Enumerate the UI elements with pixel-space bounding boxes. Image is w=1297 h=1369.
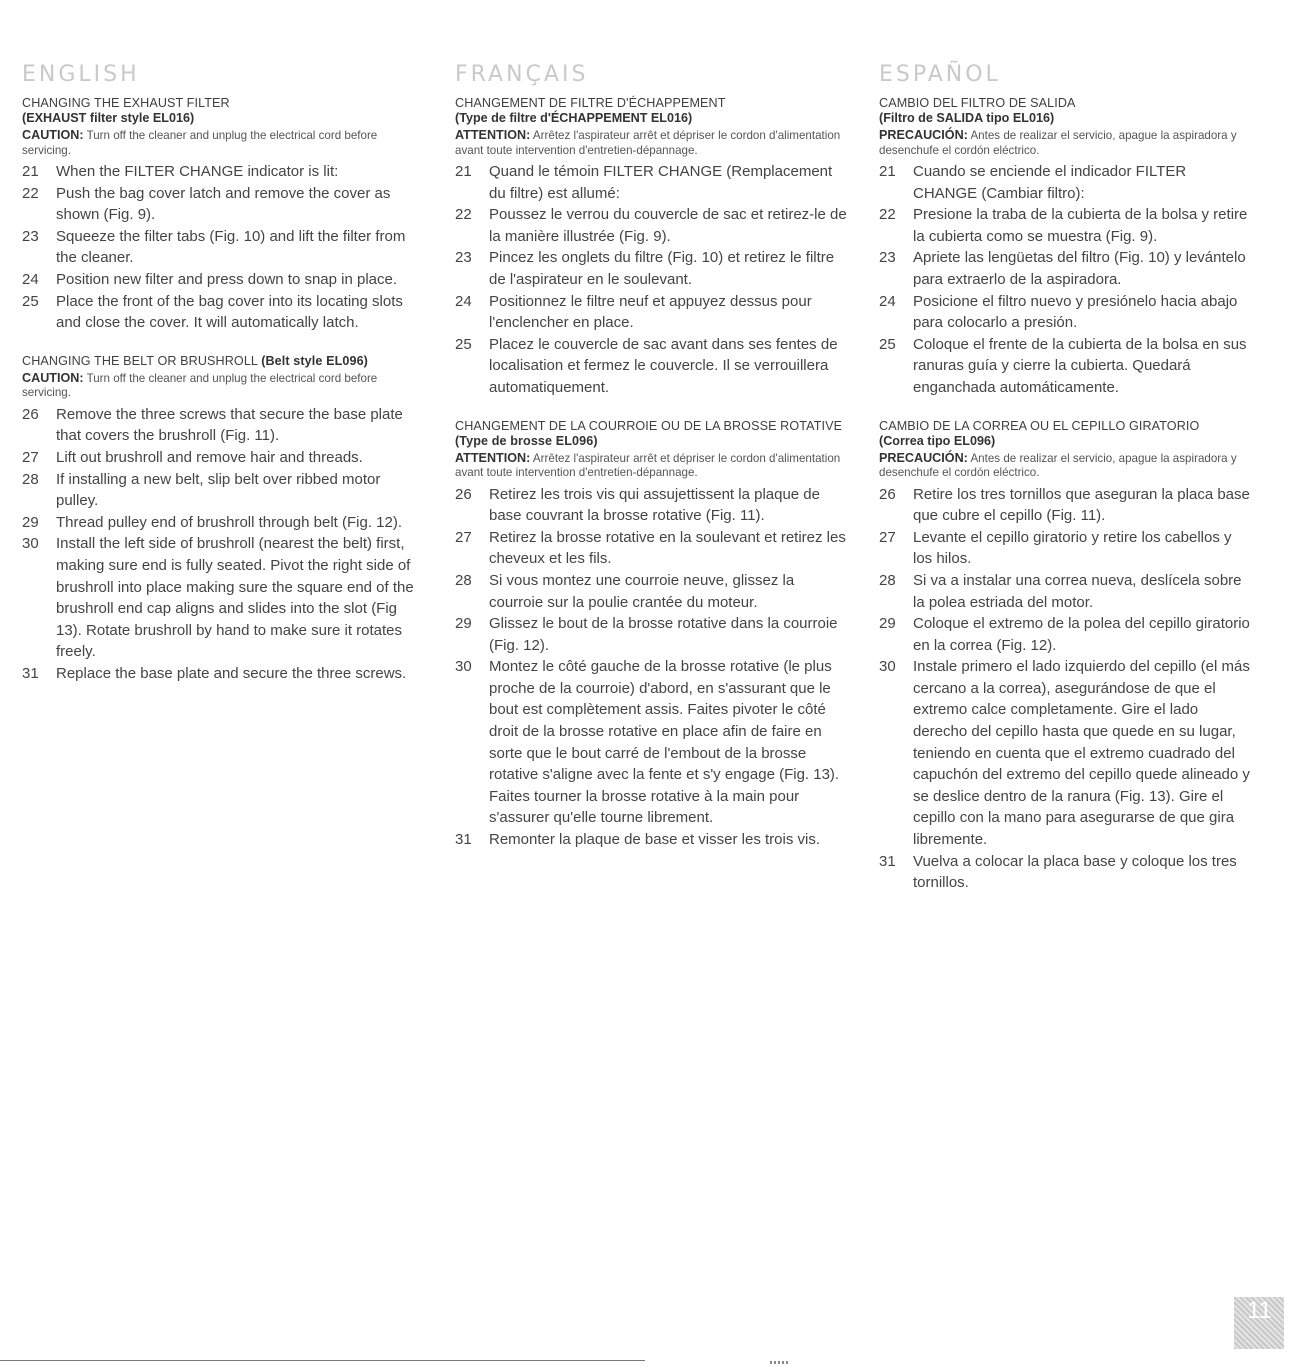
exhaust-filter-section <box>879 96 1254 399</box>
step-item <box>22 447 422 469</box>
step-item <box>22 183 422 226</box>
step-number: 22 <box>879 206 896 224</box>
step-text: Pincez les onglets du filtre (Fig. 10) et retirez le filtre de l'aspirateur en le soulevant. <box>489 249 835 288</box>
step-item <box>879 656 1254 850</box>
step-number: 27 <box>455 528 472 546</box>
step-item <box>455 484 850 527</box>
step-item <box>455 334 850 399</box>
step-number: 29 <box>879 615 896 633</box>
step-text: Retirez la brosse rotative en la soulevant et retirez les cheveux et les fils. <box>489 528 846 568</box>
step-text: Instale primero el lado izquierdo del cepillo (el más cercano a la correa), asegurándose de que el extremo calce completamente. Gire el lado derecho del cepillo hasta que quede en su lugar, teniendo en cuenta que el extremo cuadrado del capuchón del extremo del cepillo quede alineado y se deslice dentro de la ranura (Fig. 13). Gire el cepillo con la mano para asegurarse de que gira libremente. <box>913 658 1250 849</box>
language-heading: ESPAÑOL <box>879 62 1001 87</box>
step-number: 21 <box>879 163 896 180</box>
step-text: Quand le témoin FILTER CHANGE (Remplacement du filtre) est allumé: <box>489 163 833 202</box>
step-text: Push the bag cover latch and remove the cover as shown (Fig. 9). <box>56 184 391 224</box>
step-number: 24 <box>879 292 896 310</box>
step-text: Si va a instalar una correa nueva, deslícela sobre la polea estriada del motor. <box>913 571 1242 611</box>
step-item <box>22 269 422 291</box>
step-item <box>879 527 1254 570</box>
step-list <box>455 161 850 399</box>
step-number: 21 <box>455 163 472 180</box>
step-text: Levante el cepillo giratorio y retire los cabellos y los hilos. <box>913 528 1232 568</box>
exhaust-filter-section <box>455 96 850 399</box>
step-text: Coloque el frente de la cubierta de la bolsa en sus ranuras guía y cierre la cubierta. Quedará enganchada automáticamente. <box>913 335 1247 396</box>
caution-label: CAUTION: <box>22 370 84 385</box>
step-number: 27 <box>879 528 896 546</box>
step-number: 24 <box>22 270 39 288</box>
footer-mark <box>770 1361 790 1364</box>
step-item <box>455 829 850 851</box>
caution-label: ATTENTION: <box>455 450 531 465</box>
english-column <box>22 62 422 684</box>
step-list <box>22 404 422 685</box>
step-number: 25 <box>879 335 896 353</box>
caution-label: ATTENTION: <box>455 128 531 142</box>
step-item <box>879 334 1254 399</box>
step-number: 22 <box>22 184 39 202</box>
step-text: When the FILTER CHANGE indicator is lit: <box>56 163 339 180</box>
step-number: 21 <box>22 163 39 180</box>
step-number: 24 <box>455 292 472 310</box>
step-list <box>879 161 1254 399</box>
step-item <box>455 570 850 613</box>
caution-label: PRECAUCIÓN: <box>879 450 968 465</box>
step-item <box>455 161 850 204</box>
caution-text: Antes de realizar el servicio, apague la aspiradora y desenchufe el cordón eléctrico. <box>879 451 1237 480</box>
step-number: 22 <box>455 206 472 224</box>
section-subtitle: (EXHAUST filter style EL016) <box>22 111 195 125</box>
step-text: Montez le côté gauche de la brosse rotative (le plus proche de la courroie) d'abord, en s'assurant que le bout est complètement assis. Faites pivoter le côté droit de la brosse rotative en place afin de faire en sorte que le bout carré de l'embout de la brosse rotative s'aligne avec la fente et s'y engage (Fig. 13). Faites tourner la brosse rotative à la main pour s'assurer qu'elle tourne librement. <box>489 658 840 827</box>
step-item <box>22 404 422 447</box>
step-item <box>22 469 422 512</box>
step-text: If installing a new belt, slip belt over ribbed motor pulley. <box>56 470 381 510</box>
step-number: 31 <box>22 664 39 682</box>
step-item <box>22 291 422 334</box>
step-text: Lift out brushroll and remove hair and threads. <box>56 448 363 466</box>
french-column <box>455 62 850 851</box>
page-number: 11 <box>1234 1297 1284 1349</box>
section-title: CHANGING THE EXHAUST FILTER <box>22 96 230 110</box>
section-subtitle: (Correa tipo EL096) <box>879 433 996 448</box>
step-item <box>455 527 850 570</box>
step-text: Remonter la plaque de base et visser les trois vis. <box>489 831 820 849</box>
step-number: 31 <box>879 852 896 870</box>
step-text: Presione la traba de la cubierta de la bolsa y retire la cubierta como se muestra (Fig. 9). <box>913 206 1248 245</box>
section-title <box>455 419 850 449</box>
caution-note <box>22 128 422 158</box>
caution-note <box>879 451 1254 481</box>
step-number: 25 <box>455 335 472 353</box>
section-subtitle: (Type de filtre d'ÉCHAPPEMENT EL016) <box>455 111 693 125</box>
step-number: 30 <box>879 658 896 676</box>
step-number: 29 <box>455 615 472 633</box>
step-number: 25 <box>22 292 39 310</box>
step-number: 26 <box>879 485 896 503</box>
step-text: Placez le couvercle de sac avant dans ses fentes de localisation et fermez le couvercle. Il se verrouillera automatiquement. <box>489 335 838 396</box>
caution-text: Turn off the cleaner and unplug the electrical cord before servicing. <box>22 129 378 157</box>
step-item <box>455 291 850 334</box>
step-item <box>879 161 1254 204</box>
step-number: 23 <box>455 249 472 267</box>
bottom-rule <box>0 1360 645 1361</box>
step-item <box>879 291 1254 334</box>
step-text: Vuelva a colocar la placa base y coloque los tres tornillos. <box>913 852 1237 892</box>
language-heading: FRANÇAIS <box>455 62 589 87</box>
step-item <box>455 204 850 247</box>
caution-text: Arrêtez l'aspirateur arrêt et dépriser le cordon d'alimentation avant toute intervention d'entretien-dépannage. <box>455 451 841 480</box>
step-item <box>879 484 1254 527</box>
step-number: 26 <box>455 485 472 503</box>
section-title-sub: (Type de brosse EL096) <box>455 433 598 448</box>
step-text: Install the left side of brushroll (nearest the belt) first, making sure end is fully seated. Pivot the right side of brushroll into place making sure the square end of the brushroll end cap aligns and slides into the slot (Fig 13). Rotate brushroll by hand to make sure it rotates freely. <box>56 535 414 661</box>
belt-brushroll-section <box>22 354 422 685</box>
section-title: CHANGEMENT DE FILTRE D'ÉCHAPPEMENT <box>455 96 726 110</box>
step-text: Replace the base plate and secure the three screws. <box>56 664 407 682</box>
step-text: Position new filter and press down to snap in place. <box>56 270 398 288</box>
section-subtitle: (Filtro de SALIDA tipo EL016) <box>879 111 1055 125</box>
step-number: 28 <box>879 571 896 589</box>
step-text: Apriete las lengüetas del filtro (Fig. 10) y levántelo para extraerlo de la aspiradora. <box>913 249 1246 288</box>
step-item <box>879 570 1254 613</box>
step-text: Si vous montez une courroie neuve, glissez la courroie sur la poulie crantée du moteur. <box>489 571 795 611</box>
language-heading: ENGLISH <box>22 62 140 87</box>
caution-label: PRECAUCIÓN: <box>879 128 968 142</box>
step-text: Place the front of the bag cover into its locating slots and close the cover. It will automatically latch. <box>56 292 403 332</box>
caution-text: Turn off the cleaner and unplug the electrical cord before servicing. <box>22 371 378 400</box>
step-text: Cuando se enciende el indicador FILTER CHANGE (Cambiar filtro): <box>913 163 1187 202</box>
step-number: 23 <box>22 227 39 245</box>
step-text: Thread pulley end of brushroll through belt (Fig. 12). <box>56 513 403 531</box>
step-item <box>455 613 850 656</box>
caution-note <box>879 128 1254 158</box>
caution-note <box>22 371 422 401</box>
step-item <box>22 512 422 534</box>
belt-brushroll-section <box>879 419 1254 894</box>
step-item <box>22 663 422 685</box>
caution-text: Antes de realizar el servicio, apague la aspiradora y desenchufe el cordón eléctrico. <box>879 129 1237 157</box>
step-number: 30 <box>22 535 39 553</box>
step-text: Glissez le bout de la brosse rotative dans la courroie (Fig. 12). <box>489 615 838 654</box>
section-title-sub: (Belt style EL096) <box>261 353 368 368</box>
step-number: 29 <box>22 513 39 531</box>
step-number: 30 <box>455 658 472 676</box>
caution-note <box>455 128 850 158</box>
section-title-text: CHANGEMENT DE LA COURROIE OU DE LA BROSSE ROTATIVE <box>455 418 843 433</box>
section-title <box>22 354 422 369</box>
section-title: CAMBIO DE LA CORREA OU EL CEPILLO GIRATORIO <box>879 418 1200 433</box>
section-title: CAMBIO DEL FILTRO DE SALIDA <box>879 96 1076 110</box>
step-item <box>22 226 422 269</box>
caution-label: CAUTION: <box>22 128 84 142</box>
step-item <box>879 204 1254 247</box>
step-list <box>22 161 422 334</box>
step-number: 23 <box>879 249 896 267</box>
section-title-text: CHANGING THE BELT OR BRUSHROLL <box>22 353 258 368</box>
step-text: Positionnez le filtre neuf et appuyez dessus pour l'enclencher en place. <box>489 292 812 332</box>
step-text: Squeeze the filter tabs (Fig. 10) and lift the filter from the cleaner. <box>56 227 406 267</box>
step-list <box>879 484 1254 894</box>
exhaust-filter-section <box>22 96 422 334</box>
step-number: 28 <box>22 470 39 488</box>
step-text: Coloque el extremo de la polea del cepillo giratorio en la correa (Fig. 12). <box>913 615 1250 654</box>
step-item <box>879 613 1254 656</box>
step-number: 27 <box>22 448 39 466</box>
step-item <box>22 161 422 183</box>
caution-note <box>455 451 850 481</box>
step-text: Poussez le verrou du couvercle de sac et retirez-le de la manière illustrée (Fig. 9). <box>489 206 847 245</box>
step-text: Retirez les trois vis qui assujettissent la plaque de base couvrant la brosse rotative (Fig. 11). <box>489 485 820 525</box>
step-text: Retire los tres tornillos que aseguran la placa base que cubre el cepillo (Fig. 11). <box>913 485 1250 525</box>
step-number: 28 <box>455 571 472 589</box>
step-text: Posicione el filtro nuevo y presiónelo hacia abajo para colocarlo a presión. <box>913 292 1238 332</box>
step-item <box>22 533 422 663</box>
step-number: 26 <box>22 405 39 423</box>
step-item <box>455 656 850 829</box>
step-item <box>455 247 850 290</box>
step-number: 31 <box>455 831 472 849</box>
step-list <box>455 484 850 851</box>
step-item <box>879 247 1254 290</box>
step-text: Remove the three screws that secure the base plate that covers the brushroll (Fig. 11). <box>56 405 403 445</box>
belt-brushroll-section <box>455 419 850 851</box>
caution-text: Arrêtez l'aspirateur arrêt et dépriser le cordon d'alimentation avant toute intervention d'entretien-dépannage. <box>455 129 841 157</box>
spanish-column <box>879 62 1254 894</box>
step-item <box>879 851 1254 894</box>
